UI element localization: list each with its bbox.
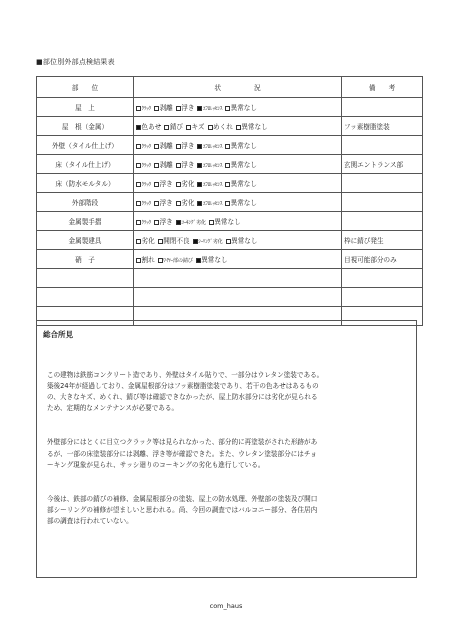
status-option-label: ｴﾌﾛﾚｯｾﾝｽ xyxy=(202,144,223,150)
status-option-label: 剥離 xyxy=(159,142,173,150)
status-option[interactable] xyxy=(158,256,193,264)
status-option-label: 劣化 xyxy=(181,180,195,188)
checkbox-checked[interactable] xyxy=(193,239,198,244)
header-status: 状 況 xyxy=(134,77,342,98)
checkbox-checked[interactable] xyxy=(197,201,202,206)
status-option-label: ｼｰﾘﾝｸﾞ劣化 xyxy=(198,239,223,245)
checkbox-unchecked[interactable] xyxy=(164,125,169,130)
status-option-label: ｴﾌﾛﾚｯｾﾝｽ xyxy=(202,106,223,112)
status-option-label: 開閉不良 xyxy=(163,237,190,245)
status-option-label: ﾜｲﾔｰ部の錆び xyxy=(163,258,193,264)
checkbox-checked[interactable] xyxy=(197,182,202,187)
table-row xyxy=(37,193,423,212)
status-option-label: めくれ xyxy=(213,123,233,131)
status-option-label: 錆び xyxy=(169,123,183,131)
row-note: フッ素樹脂塗装 xyxy=(342,117,423,136)
status-option-label: 劣化 xyxy=(181,199,195,207)
summary-body xyxy=(47,347,409,550)
status-option[interactable] xyxy=(176,102,195,112)
status-option[interactable] xyxy=(193,237,223,245)
row-status-options xyxy=(134,231,342,250)
row-status-options xyxy=(134,98,342,117)
checkbox-unchecked[interactable] xyxy=(154,220,159,225)
checkbox-unchecked[interactable] xyxy=(136,258,141,263)
status-option-label: 剥離 xyxy=(159,104,173,112)
page-title: ■部位別外部点検結果表 xyxy=(36,58,115,66)
inspection-table xyxy=(36,76,423,326)
status-option[interactable] xyxy=(136,235,155,245)
checkbox-unchecked[interactable] xyxy=(154,163,159,168)
row-status-options xyxy=(134,193,342,212)
status-option[interactable] xyxy=(225,197,257,207)
row-status-options xyxy=(134,212,342,231)
row-note xyxy=(342,193,423,212)
table-row xyxy=(37,212,423,231)
checkbox-unchecked[interactable] xyxy=(208,125,213,130)
status-option-label: 異常なし xyxy=(230,180,257,188)
table-row xyxy=(37,117,423,136)
status-option-label: 浮き xyxy=(159,218,173,226)
row-part-label: 硝 子 xyxy=(37,250,134,269)
summary-title: 総合所見 xyxy=(43,330,73,339)
empty-cell xyxy=(342,288,423,307)
checkbox-unchecked[interactable] xyxy=(158,258,163,263)
status-option[interactable] xyxy=(197,180,222,188)
summary-paragraph: この建物は鉄筋コンクリート造であり、外壁はタイル貼りで、一部分はウレタン塗装である。 築後24年が経過しており、金属屋根部分はフッ素樹脂塗装であり、若干の色あせはあるもの の、大きなキズ、めくれ、錆び等は確認できなかったが、屋上防水部分には劣化が見られる ため、定期的なメンテナンスが必要である。 xyxy=(47,370,324,413)
status-option[interactable] xyxy=(176,159,195,169)
checkbox-unchecked[interactable] xyxy=(225,106,230,111)
empty-cell xyxy=(37,288,134,307)
checkbox-unchecked[interactable] xyxy=(154,106,159,111)
checkbox-unchecked[interactable] xyxy=(136,144,141,149)
checkbox-unchecked[interactable] xyxy=(225,163,230,168)
table-row xyxy=(37,98,423,117)
status-option-label: 異常なし xyxy=(230,142,257,150)
status-option[interactable] xyxy=(236,121,268,131)
table-header-row xyxy=(37,77,423,98)
checkbox-unchecked[interactable] xyxy=(136,163,141,168)
status-option-label: ｺｰｷﾝｸﾞ劣化 xyxy=(181,220,206,226)
status-option-label: 異常なし xyxy=(230,104,257,112)
status-option-label: ｸﾗｯｸ xyxy=(141,106,152,112)
table-row xyxy=(37,231,423,250)
status-option[interactable] xyxy=(176,218,206,226)
status-option[interactable] xyxy=(136,104,151,112)
status-option[interactable] xyxy=(197,104,222,112)
row-part-label: 外壁（タイル仕上げ） xyxy=(37,136,134,155)
checkbox-unchecked[interactable] xyxy=(136,106,141,111)
row-note xyxy=(342,212,423,231)
status-option[interactable] xyxy=(225,140,257,150)
checkbox-unchecked[interactable] xyxy=(154,201,159,206)
status-option-label: ｸﾗｯｸ xyxy=(141,201,152,207)
status-option[interactable] xyxy=(136,254,155,264)
status-option[interactable] xyxy=(225,102,257,112)
status-option-label: 浮き xyxy=(159,180,173,188)
status-option-label: キズ xyxy=(191,123,205,131)
status-option[interactable] xyxy=(197,161,222,169)
header-note: 備 考 xyxy=(342,77,423,98)
status-option-label: 異常なし xyxy=(230,161,257,169)
checkbox-unchecked[interactable] xyxy=(136,201,141,206)
status-option-label: ｸﾗｯｸ xyxy=(141,163,152,169)
row-note: 玄関エントランス部 xyxy=(342,155,423,174)
row-note xyxy=(342,174,423,193)
status-option[interactable] xyxy=(136,199,151,207)
row-note xyxy=(342,136,423,155)
status-option[interactable] xyxy=(136,180,151,188)
checkbox-unchecked[interactable] xyxy=(136,239,141,244)
row-note xyxy=(342,98,423,117)
status-option[interactable] xyxy=(154,178,173,188)
row-status-options xyxy=(134,250,342,269)
table-row xyxy=(37,136,423,155)
status-option-label: ｸﾗｯｸ xyxy=(141,144,152,150)
row-part-label: 屋 根（金属） xyxy=(37,117,134,136)
empty-cell xyxy=(37,269,134,288)
checkbox-unchecked[interactable] xyxy=(154,182,159,187)
table-row-empty xyxy=(37,269,423,288)
row-part-label: 金属製建具 xyxy=(37,231,134,250)
checkbox-unchecked[interactable] xyxy=(136,220,141,225)
status-option[interactable] xyxy=(154,197,173,207)
status-option[interactable] xyxy=(154,216,173,226)
status-option[interactable] xyxy=(136,218,151,226)
checkbox-unchecked[interactable] xyxy=(226,239,231,244)
checkbox-checked[interactable] xyxy=(197,106,202,111)
status-option[interactable] xyxy=(136,121,161,131)
checkbox-checked[interactable] xyxy=(197,163,202,168)
checkbox-unchecked[interactable] xyxy=(225,201,230,206)
status-option[interactable] xyxy=(196,254,228,264)
status-option-label: 浮き xyxy=(181,142,195,150)
table-row-empty xyxy=(37,288,423,307)
status-option[interactable] xyxy=(136,161,151,169)
status-option-label: ｴﾌﾛﾚｯｾﾝｽ xyxy=(202,182,223,188)
row-part-label: 金属製手摺 xyxy=(37,212,134,231)
status-option-label: 浮き xyxy=(181,161,195,169)
status-option[interactable] xyxy=(208,121,233,131)
status-option[interactable] xyxy=(225,178,257,188)
status-option[interactable] xyxy=(197,199,222,207)
footer-brand: com_haus xyxy=(209,602,243,610)
row-part-label: 外部階段 xyxy=(37,193,134,212)
status-option-label: 異常なし xyxy=(231,237,258,245)
checkbox-unchecked[interactable] xyxy=(158,239,163,244)
table-row xyxy=(37,174,423,193)
summary-paragraph: 外壁部分にはとくに目立つクラック等は見られなかった、部分的に再塗装がされた形跡があ るが、一部の床塗装部分には剥離、浮き等が確認できた。また、ウレタン塗装部分にはチョ ーキング現象が見られ、サッシ廻りのコーキングの劣化も進行している。 xyxy=(47,438,318,469)
checkbox-checked[interactable] xyxy=(196,258,201,263)
status-option-label: 色あせ xyxy=(141,123,162,131)
row-part-label: 屋 上 xyxy=(37,98,134,117)
empty-cell xyxy=(134,288,342,307)
row-part-label: 床（タイル仕上げ） xyxy=(37,155,134,174)
status-option[interactable] xyxy=(176,140,195,150)
status-option[interactable] xyxy=(176,178,195,188)
row-note: 目視可能部分のみ xyxy=(342,250,423,269)
empty-cell xyxy=(134,269,342,288)
status-option[interactable] xyxy=(186,121,205,131)
status-option[interactable] xyxy=(197,142,222,150)
checkbox-checked[interactable] xyxy=(197,144,202,149)
table-row xyxy=(37,250,423,269)
row-status-options xyxy=(134,117,342,136)
row-status-options xyxy=(134,136,342,155)
status-option-label: ｴﾌﾛﾚｯｾﾝｽ xyxy=(202,201,223,207)
checkbox-checked[interactable] xyxy=(136,125,141,130)
row-status-options xyxy=(134,174,342,193)
summary-box xyxy=(36,320,417,578)
status-option[interactable] xyxy=(226,235,258,245)
checkbox-unchecked[interactable] xyxy=(225,144,230,149)
status-option-label: 劣化 xyxy=(141,237,155,245)
checkbox-unchecked[interactable] xyxy=(154,144,159,149)
status-option-label: 浮き xyxy=(159,199,173,207)
status-option[interactable] xyxy=(136,142,151,150)
checkbox-unchecked[interactable] xyxy=(225,182,230,187)
empty-cell xyxy=(342,269,423,288)
status-option-label: 異常なし xyxy=(230,199,257,207)
status-option-label: 剥離 xyxy=(159,161,173,169)
status-option-label: 異常なし xyxy=(241,123,268,131)
status-option-label: ｸﾗｯｸ xyxy=(141,182,152,188)
summary-paragraph: 今後は、鉄部の錆びの補修、金属屋根部分の塗装、屋上の防水処理、外壁部の塗装及び開口 部シーリングの補修が望ましいと思われる。尚、今回の調査ではバルコニー部分、各住居内 部の調査は行われていない。 xyxy=(47,494,318,526)
status-option[interactable] xyxy=(225,159,257,169)
status-option-label: 浮き xyxy=(181,104,195,112)
row-part-label: 床（防水モルタル） xyxy=(37,174,134,193)
status-option[interactable] xyxy=(154,102,173,112)
row-status-options xyxy=(134,155,342,174)
status-option-label: ｴﾌﾛﾚｯｾﾝｽ xyxy=(202,163,223,169)
status-option-label: 異常なし xyxy=(201,256,228,264)
header-part: 部 位 xyxy=(37,77,134,98)
status-option-label: ｸﾗｯｸ xyxy=(141,220,152,226)
status-option[interactable] xyxy=(164,121,183,131)
status-option[interactable] xyxy=(209,216,241,226)
status-option[interactable] xyxy=(158,235,190,245)
status-option[interactable] xyxy=(176,197,195,207)
checkbox-unchecked[interactable] xyxy=(136,182,141,187)
table-row xyxy=(37,155,423,174)
status-option-label: 異常なし xyxy=(214,218,241,226)
row-note: 枠に錆び発生 xyxy=(342,231,423,250)
status-option[interactable] xyxy=(154,159,173,169)
status-option[interactable] xyxy=(154,140,173,150)
status-option-label: 割れ xyxy=(141,256,155,264)
